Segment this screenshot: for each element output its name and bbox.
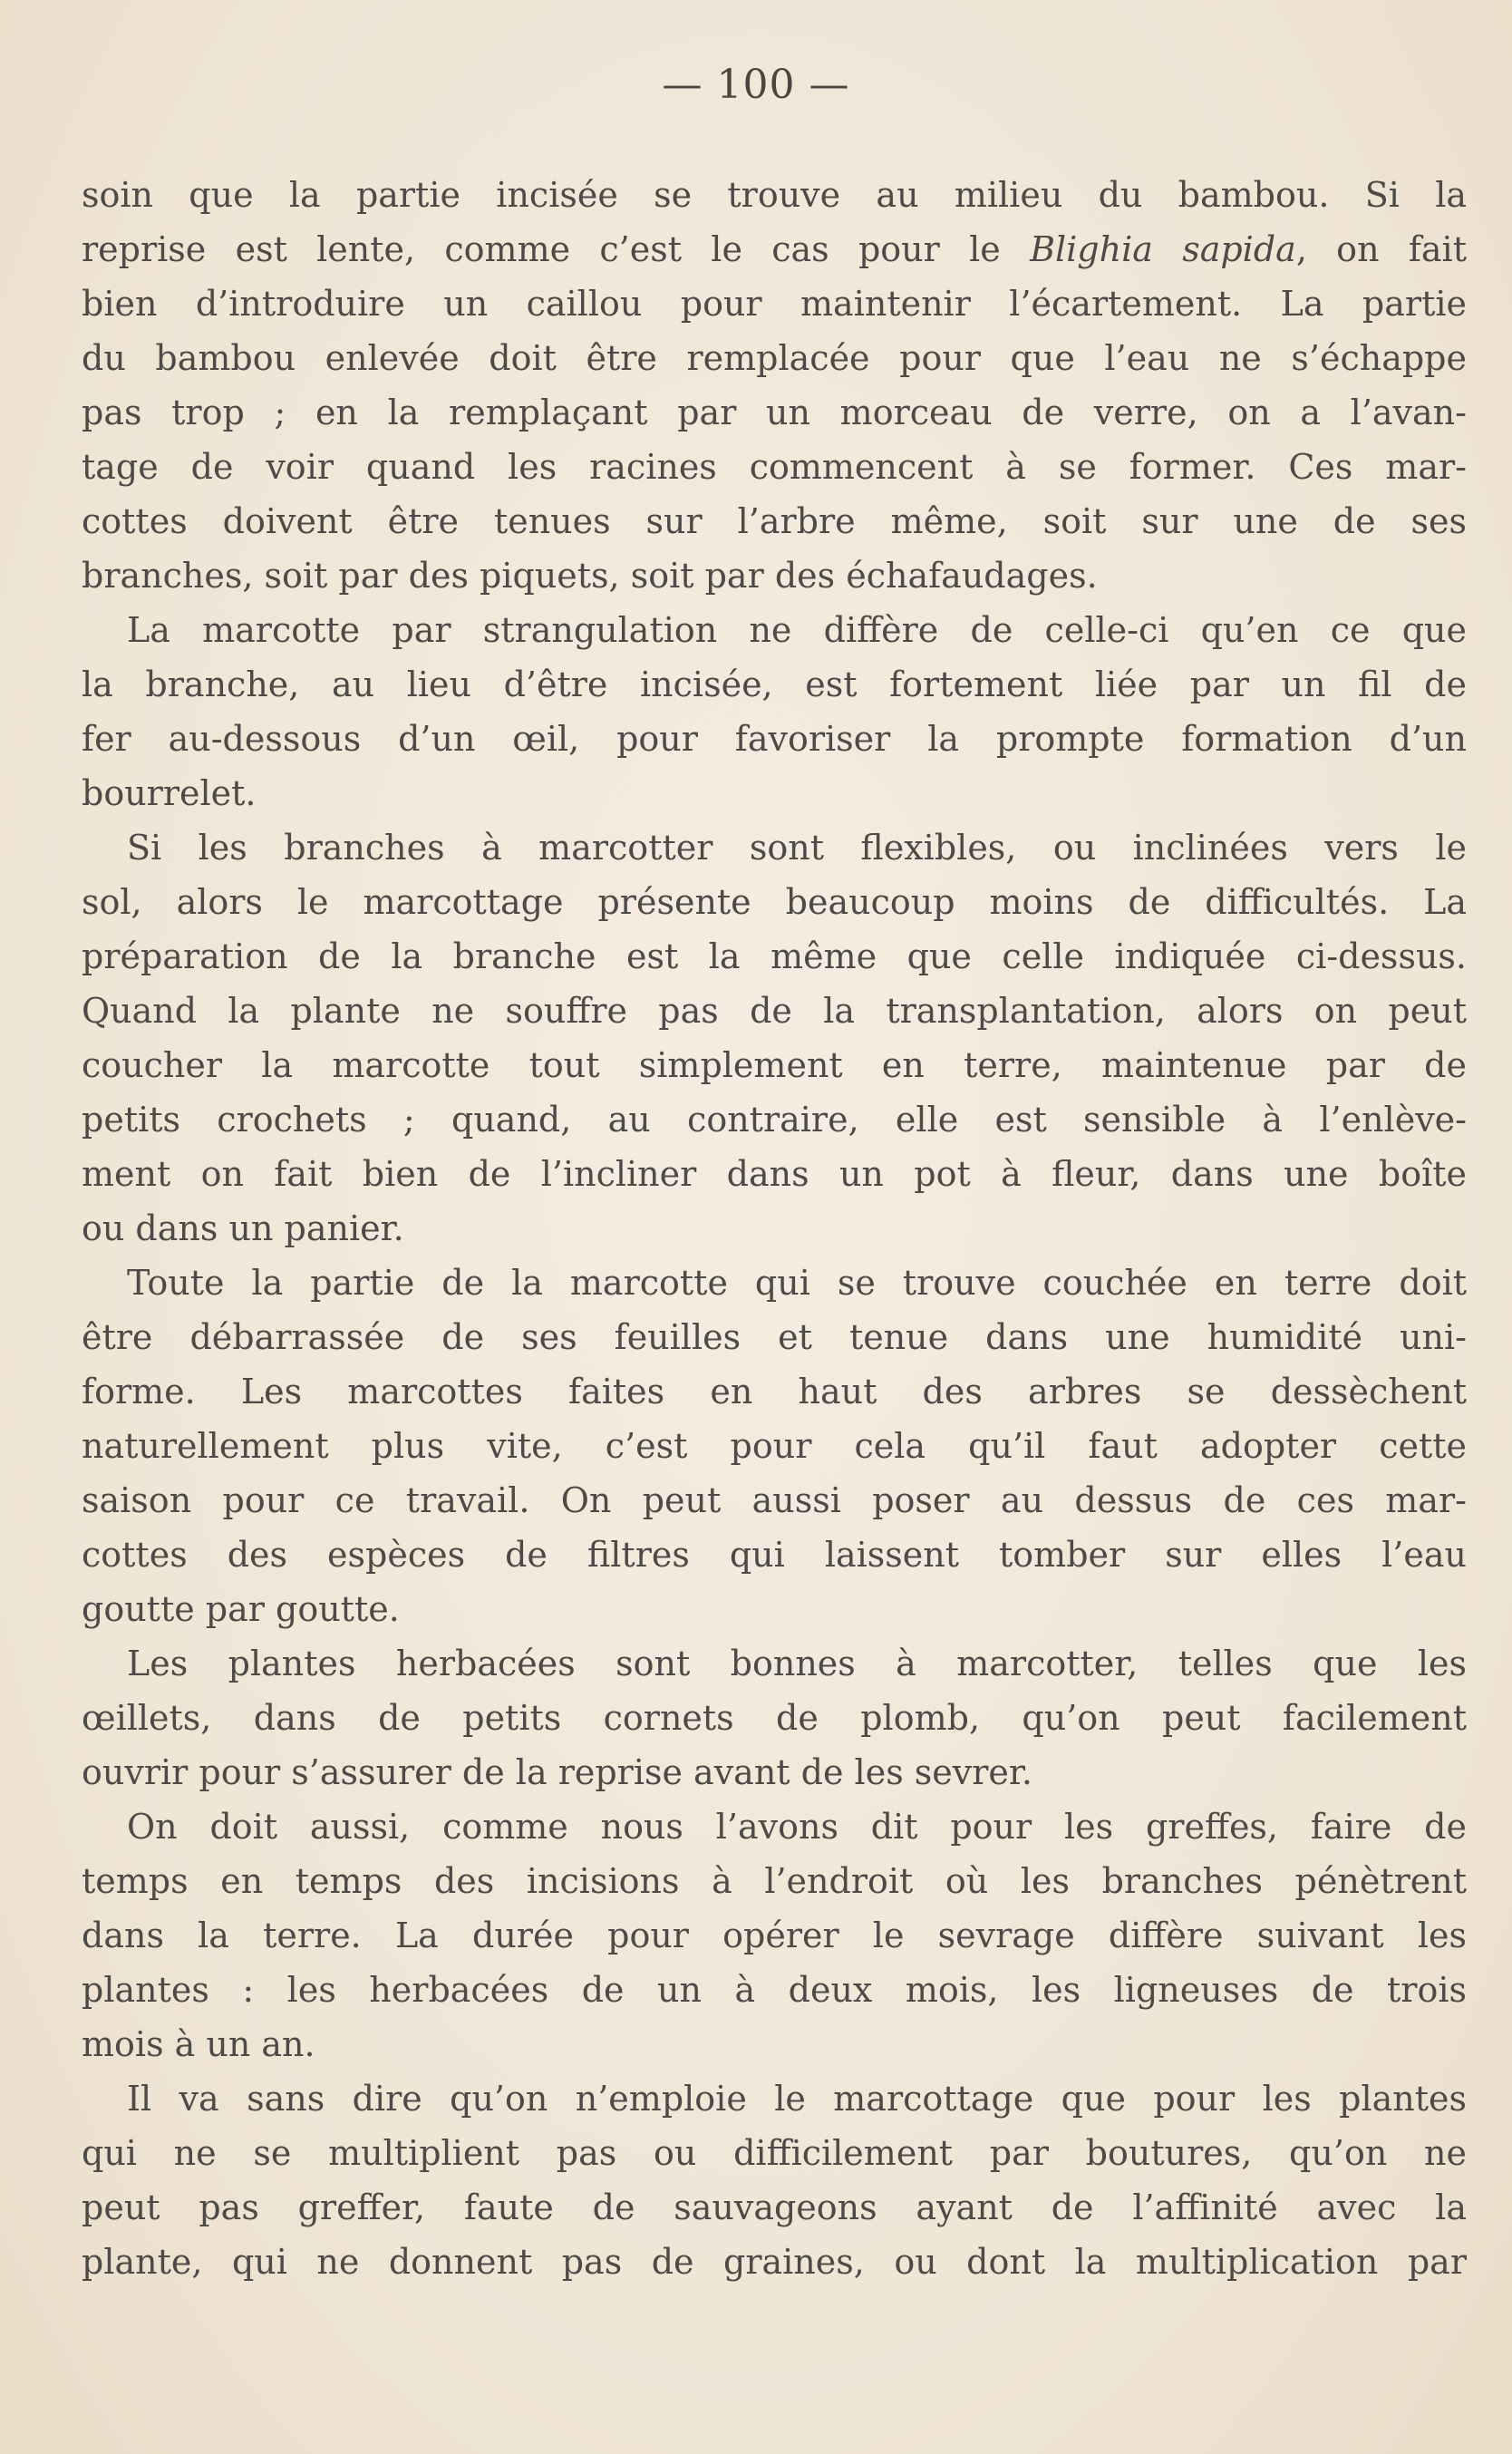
text-line: cottes doivent être tenues sur l’arbre même, soit sur une de ses [82,501,1467,541]
text-line: plantes : les herbacées de un à deux mois, les ligneuses de trois [82,1970,1467,2010]
text-line: plante, qui ne donnent pas de graines, ou dont la multiplication par [82,2242,1467,2282]
paragraph [82,1256,1467,1636]
body-text [82,168,1467,2289]
text-line: préparation de la branche est la même que celle indiquée ci-dessus. [82,936,1467,976]
paragraph [82,1636,1467,1799]
text-line: Si les branches à marcotter sont flexibles, ou inclinées vers le [127,828,1467,868]
paragraph [82,168,1467,603]
text-line: La marcotte par strangulation ne diffère de celle-ci qu’en ce que [127,610,1467,650]
text-line: peut pas greffer, faute de sauvageons ayant de l’affinité avec la [82,2187,1467,2227]
text-line: bien d’introduire un caillou pour maintenir l’écartement. La partie [82,284,1467,324]
text-line: tage de voir quand les racines commencent à se former. Ces mar- [82,447,1467,487]
text-line: œillets, dans de petits cornets de plomb, qu’on peut facilement [82,1698,1467,1738]
text-line: Il va sans dire qu’on n’emploie le marcottage que pour les plantes [127,2079,1467,2119]
text-line: On doit aussi, comme nous l’avons dit pour les greffes, faire de [127,1807,1467,1847]
text-line: ouvrir pour s’assurer de la reprise avant de les sevrer. [82,1752,1032,1792]
text-line: mois à un an. [82,2024,315,2064]
text-line: petits crochets ; quand, au contraire, elle est sensible à l’enlève- [82,1100,1467,1140]
text-line: Toute la partie de la marcotte qui se trouve couchée en terre doit [127,1263,1467,1303]
text-line: fer au-dessous d’un œil, pour favoriser la prompte formation d’un [82,719,1467,759]
paragraph [82,2071,1467,2289]
text-line: être débarrassée de ses feuilles et tenue dans une humidité uni- [82,1317,1467,1357]
text-line: naturellement plus vite, c’est pour cela qu’il faut adopter cette [82,1426,1467,1466]
text-line: cottes des espèces de filtres qui laissent tomber sur elles l’eau [82,1535,1467,1575]
text-line: du bambou enlevée doit être remplacée pour que l’eau ne s’échappe [82,338,1467,378]
italic-text: Blighia sapida [1030,229,1296,269]
text-line: ment on fait bien de l’incliner dans un pot à fleur, dans une boîte [82,1154,1467,1194]
text-line: bourrelet. [82,773,257,813]
text-line: goutte par goutte. [82,1589,400,1629]
text-line: branches, soit par des piquets, soit par des échafaudages. [82,556,1098,596]
text-line: ou dans un panier. [82,1208,404,1248]
text-line: dans la terre. La durée pour opérer le sevrage diffère suivant les [82,1916,1467,1955]
paragraph [82,603,1467,820]
text-line: saison pour ce travail. On peut aussi poser au dessus de ces mar- [82,1480,1467,1520]
text-line: soin que la partie incisée se trouve au milieu du bambou. Si la [82,175,1467,215]
text-line: forme. Les marcottes faites en haut des arbres se dessèchent [82,1372,1467,1411]
text-line: Les plantes herbacées sont bonnes à marcotter, telles que les [127,1644,1467,1683]
text-line: temps en temps des incisions à l’endroit où les branches pénètrent [82,1861,1467,1901]
paragraph [82,820,1467,1256]
text-line: Quand la plante ne souffre pas de la transplantation, alors on peut [82,991,1467,1031]
text-line: la branche, au lieu d’être incisée, est fortement liée par un fil de [82,664,1467,704]
text-line: coucher la marcotte tout simplement en terre, maintenue par de [82,1045,1467,1085]
text-line: sol, alors le marcottage présente beaucoup moins de difficultés. La [82,882,1467,922]
paragraph [82,1799,1467,2071]
page-number: — 100 — [662,62,850,108]
text-line: reprise est lente, comme c’est le cas pour le Blighia sapida, on fait [82,229,1467,269]
text-line: pas trop ; en la remplaçant par un morceau de verre, on a l’avan- [82,393,1467,432]
text-line: qui ne se multiplient pas ou difficilement par boutures, qu’on ne [82,2133,1467,2173]
